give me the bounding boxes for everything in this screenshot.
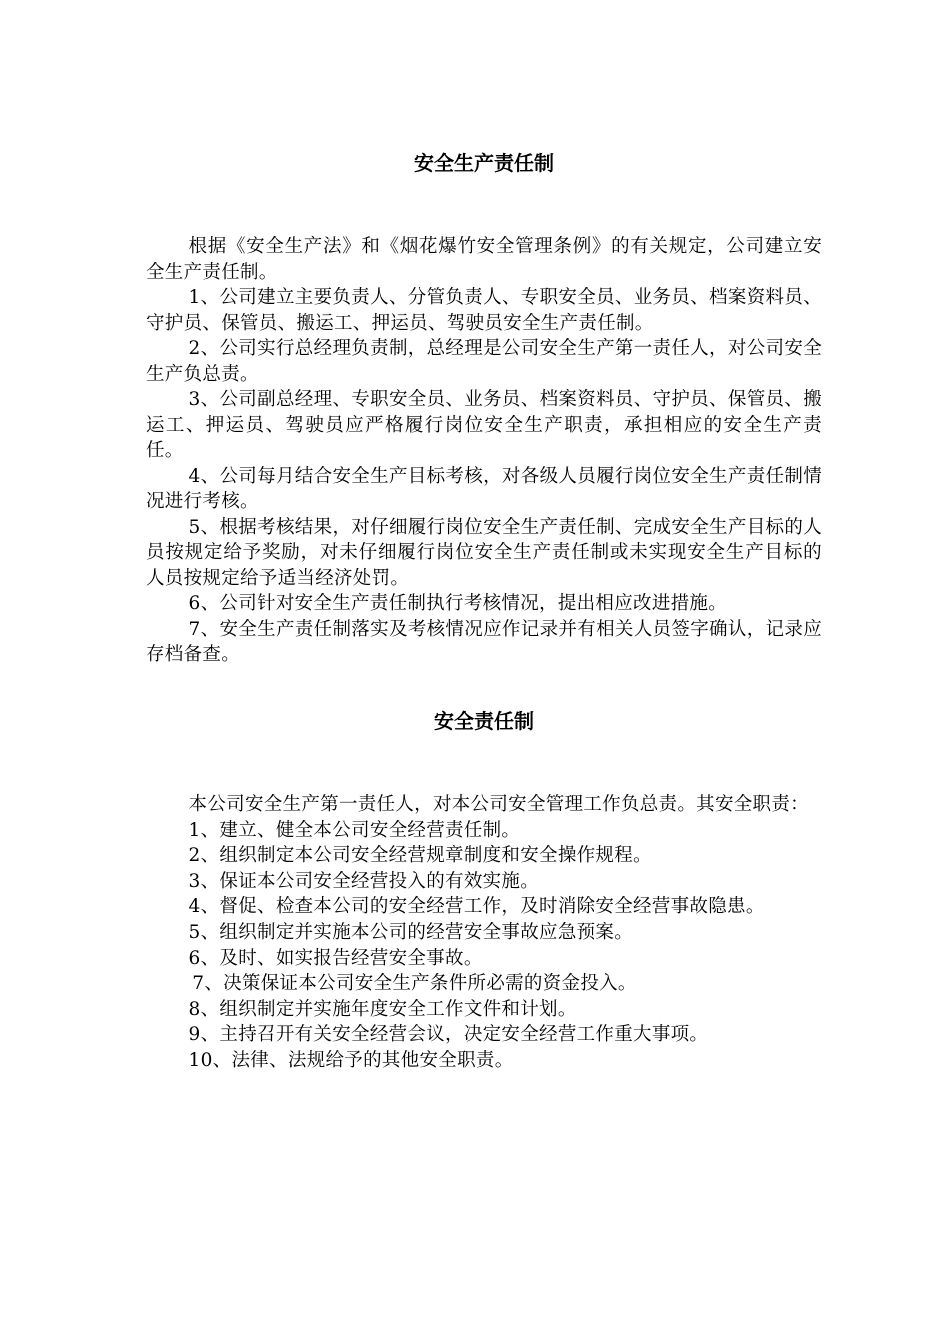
paragraph-item-10: 10、法律、法规给予的其他安全职责。	[188, 1049, 514, 1071]
paragraph-item-1: 1、公司建立主要负责人、分管负责人、专职安全员、业务员、档案资料员、守护员、保管员、搬运工、押运员、驾驶员安全生产责任制。	[146, 287, 822, 334]
section-safety-production-responsibility	[146, 148, 822, 668]
section-title: 安全责任制	[434, 709, 534, 733]
paragraph-item-2: 2、组织制定本公司安全经营规章制度和安全操作规程。	[188, 845, 652, 867]
section-safety-responsibility	[146, 706, 822, 1074]
paragraph-item-5: 5、根据考核结果，对仔细履行岗位安全生产责任制、完成安全生产目标的人员按规定给予奖励，对未仔细履行岗位安全生产责任制或未实现安全生产目标的人员按规定给予适当经济处罚。	[146, 516, 822, 589]
section-title: 安全生产责任制	[414, 151, 554, 175]
paragraph-item-6: 6、公司针对安全生产责任制执行考核情况，提出相应改进措施。	[188, 593, 728, 614]
paragraph-item-4: 4、公司每月结合安全生产目标考核，对各级人员履行岗位安全生产责任制情况进行考核。	[146, 465, 822, 512]
paragraph-intro: 根据《安全生产法》和《烟花爆竹安全管理条例》的有关规定，公司建立安全生产责任制。	[146, 236, 822, 283]
paragraph-item-7: 7、安全生产责任制落实及考核情况应作记录并有相关人员签字确认，记录应存档备查。	[146, 618, 822, 665]
section-body	[146, 792, 822, 1074]
paragraph-item-9: 9、主持召开有关安全经营会议，决定安全经营工作重大事项。	[188, 1024, 709, 1046]
paragraph-item-7: 7、决策保证本公司安全生产条件所必需的资金投入。	[192, 973, 637, 995]
section-body	[146, 234, 822, 668]
paragraph-intro: 本公司安全生产第一责任人，对本公司安全管理工作负总责。其安全职责：	[188, 794, 809, 815]
paragraph-item-2: 2、公司实行总经理负责制，总经理是公司安全生产第一责任人，对公司安全生产负总责。	[146, 338, 822, 385]
paragraph-item-3: 3、保证本公司安全经营投入的有效实施。	[188, 870, 540, 892]
paragraph-item-8: 8、组织制定并实施年度安全工作文件和计划。	[188, 998, 577, 1020]
paragraph-item-1: 1、建立、健全本公司安全经营责任制。	[188, 819, 521, 841]
paragraph-item-3: 3、公司副总经理、专职安全员、业务员、档案资料员、守护员、保管员、搬运工、押运员、驾驶员应严格履行岗位安全生产职责，承担相应的安全生产责任。	[146, 389, 822, 461]
paragraph-item-5: 5、组织制定并实施本公司的经营安全事故应急预案。	[188, 921, 634, 943]
paragraph-item-6: 6、及时、如实报告经营安全事故。	[188, 947, 483, 969]
paragraph-item-4: 4、督促、检查本公司的安全经营工作，及时消除安全经营事故隐患。	[188, 896, 765, 918]
